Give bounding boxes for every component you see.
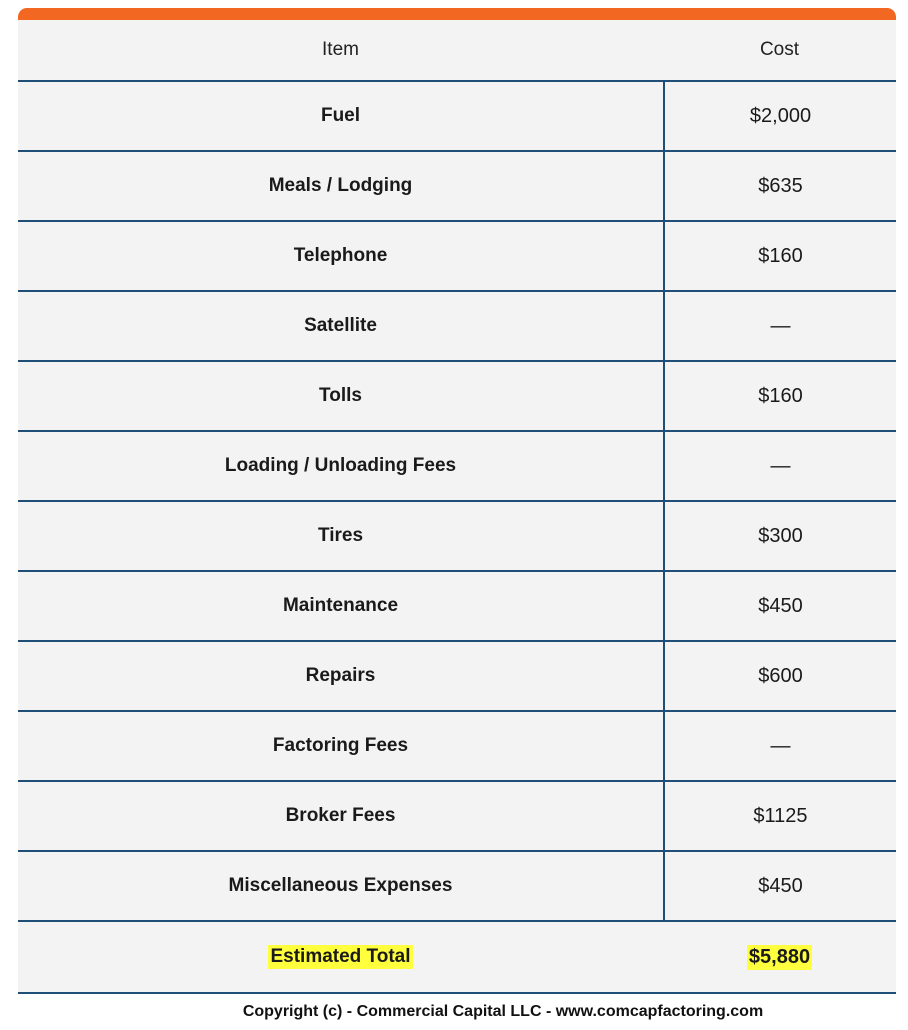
table-row (18, 852, 896, 922)
cost-cell: $450 (758, 874, 803, 897)
table-row (18, 362, 896, 432)
item-cell: Factoring Fees (18, 712, 665, 780)
total-value: $5,880 (748, 945, 811, 968)
table-row (18, 292, 896, 362)
table-row (18, 642, 896, 712)
cost-cell: — (770, 734, 791, 757)
item-cell: Maintenance (18, 572, 665, 640)
cost-cell: — (770, 454, 791, 477)
item-cell: Repairs (18, 642, 665, 710)
table-body (18, 82, 896, 994)
item-cell: Fuel (18, 82, 665, 150)
cost-cell: $300 (758, 524, 803, 547)
table-row (18, 502, 896, 572)
item-cell: Tires (18, 502, 665, 570)
expense-table (18, 8, 896, 994)
header-cell-item (18, 39, 663, 61)
header-cell-cost (663, 39, 896, 61)
cost-cell: $1125 (753, 804, 808, 827)
item-cell: Satellite (18, 292, 665, 360)
table-row (18, 152, 896, 222)
table-row (18, 572, 896, 642)
item-cell: Telephone (18, 222, 665, 290)
header-cost-label: Cost (759, 39, 800, 60)
item-cell: Meals / Lodging (18, 152, 665, 220)
total-row (18, 922, 896, 994)
total-cost-cell (663, 945, 896, 970)
cost-cell: $600 (758, 664, 803, 687)
cost-cell: $160 (758, 384, 803, 407)
copyright-notice: Copyright (c) - Commercial Capital LLC - www.comcapfactoring.com (242, 1003, 764, 1020)
header-item-label: Item (322, 39, 359, 60)
item-cell: Broker Fees (18, 782, 665, 850)
table-row (18, 712, 896, 782)
cost-cell: $160 (758, 244, 803, 267)
item-cell: Miscellaneous Expenses (18, 852, 665, 920)
table-row (18, 222, 896, 292)
cost-cell: $2,000 (749, 104, 812, 127)
table-row (18, 782, 896, 852)
cost-cell: — (770, 314, 791, 337)
table-row (18, 82, 896, 152)
total-label: Estimated Total (270, 946, 411, 967)
item-cell: Tolls (18, 362, 665, 430)
table-header-row (18, 20, 896, 82)
total-item-cell (18, 945, 663, 969)
cost-cell: $635 (758, 174, 803, 197)
table-accent-bar (18, 8, 896, 20)
item-cell: Loading / Unloading Fees (18, 432, 665, 500)
cost-cell: $450 (758, 594, 803, 617)
table-row (18, 432, 896, 502)
